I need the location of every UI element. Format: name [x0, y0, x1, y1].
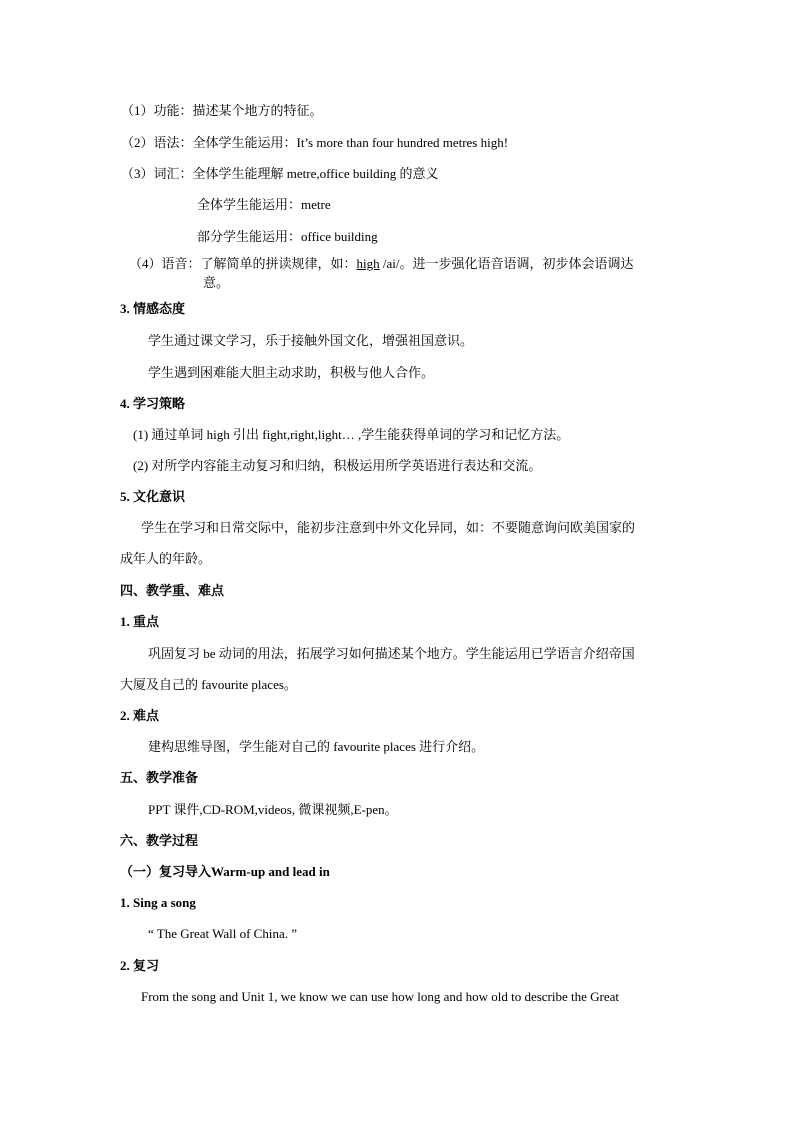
section-heading-keypoints: 四、教学重、难点 [120, 583, 225, 598]
strategy-line-1: (1) 通过单词 high 引出 fight,right,light… ,学生能获得单词的学习和记忆方法。 [133, 427, 570, 442]
difficulty-heading: 2. 难点 [120, 708, 160, 723]
phonics-word: high [356, 256, 380, 271]
preparation-line: PPT 课件,CD-ROM,videos, 微课视频,E-pen。 [148, 802, 398, 817]
difficulty-line: 建构思维导图，学生能对自己的 favourite places 进行介绍。 [148, 739, 485, 754]
step1-heading: 1. Sing a song [120, 895, 196, 910]
section-heading-culture: 5. 文化意识 [120, 489, 186, 504]
section-heading-process: 六、教学过程 [120, 833, 199, 848]
step1-line: “ The Great Wall of China. ” [148, 926, 298, 941]
culture-line-2: 成年人的年龄。 [120, 551, 212, 566]
process-subheading: （一）复习导入Warm-up and lead in [120, 864, 330, 879]
objective-vocab: （3）词汇：全体学生能理解 metre,office building 的意义 [121, 166, 439, 181]
phonics-rest: /ai/。进一步强化语音语调，初步体会语调达 [379, 256, 634, 271]
section-heading-preparation: 五、教学准备 [120, 770, 199, 785]
culture-line-1: 学生在学习和日常交际中，能初步注意到中外文化异同，如：不要随意询问欧美国家的 [141, 520, 636, 535]
section-heading-strategy: 4. 学习策略 [120, 396, 186, 411]
section-heading-attitude: 3. 情感态度 [120, 301, 186, 316]
focus-line-2: 大厦及自己的 favourite places。 [120, 677, 297, 692]
strategy-line-2: (2) 对所学内容能主动复习和归纳，积极运用所学英语进行表达和交流。 [133, 458, 542, 473]
step2-heading: 2. 复习 [120, 958, 160, 973]
objective-vocab-all: 全体学生能运用：metre [197, 197, 331, 212]
objective-function: （1）功能：描述某个地方的特征。 [121, 103, 323, 118]
step2-line: From the song and Unit 1, we know we can use how long and how old to describe the Great [141, 989, 620, 1004]
objective-phonics [129, 256, 634, 272]
focus-heading: 1. 重点 [120, 614, 160, 629]
objective-grammar: （2）语法：全体学生能运用：It’s more than four hundred metres high! [121, 135, 509, 150]
attitude-line-1: 学生通过课文学习，乐于接触外国文化，增强祖国意识。 [148, 333, 474, 348]
objective-phonics-cont: 意。 [203, 275, 230, 290]
phonics-prefix: （4）语音：了解简单的拼读规律，如： [129, 256, 357, 271]
objective-vocab-some: 部分学生能运用：office building [197, 229, 378, 244]
attitude-line-2: 学生遇到困难能大胆主动求助，积极与他人合作。 [148, 365, 435, 380]
focus-line-1: 巩固复习 be 动词的用法，拓展学习如何描述某个地方。学生能运用已学语言介绍帝国 [148, 646, 635, 661]
